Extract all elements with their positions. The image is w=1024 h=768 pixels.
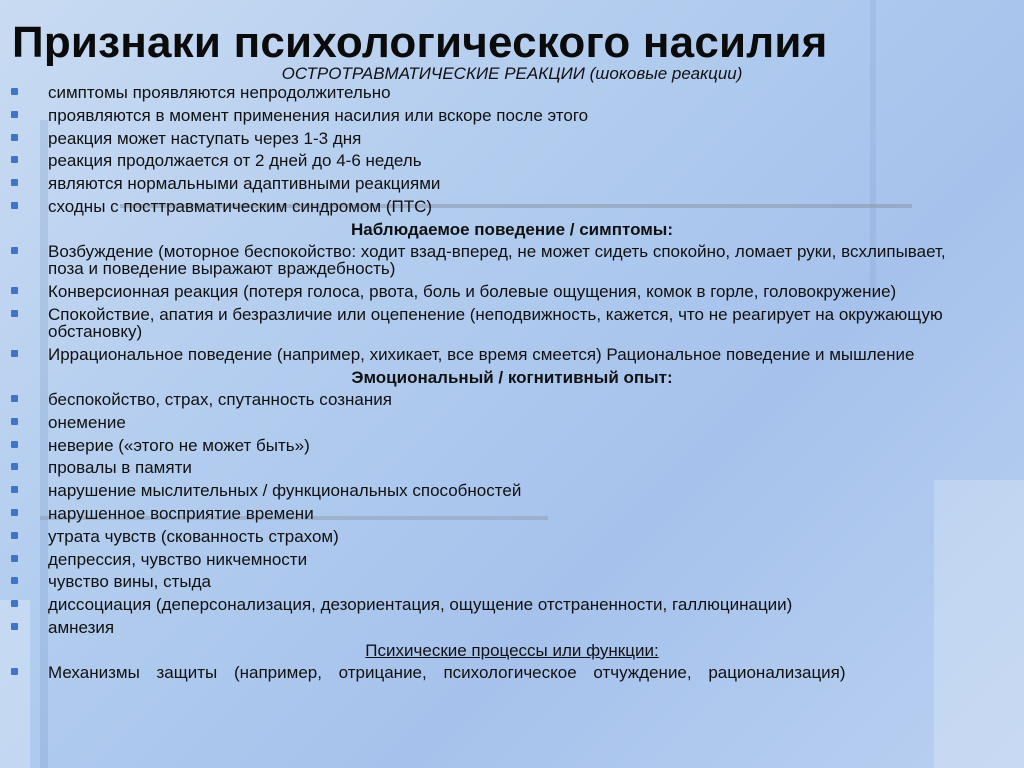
section-heading: Эмоциональный / когнитивный опыт:	[351, 367, 673, 387]
square-bullet-icon	[11, 600, 18, 607]
emotional-list	[0, 391, 1024, 636]
list-item: утрата чувств (скованность страхом)	[0, 528, 1024, 546]
square-bullet-icon	[11, 441, 18, 448]
square-bullet-icon	[11, 395, 18, 402]
list-item: амнезия	[0, 619, 1024, 637]
square-bullet-icon	[11, 577, 18, 584]
square-bullet-icon	[11, 247, 18, 254]
list-item: депрессия, чувство никчемности	[0, 551, 1024, 569]
list-item: нарушенное восприятие времени	[0, 505, 1024, 523]
square-bullet-icon	[11, 418, 18, 425]
list-item: беспокойство, страх, спутанность сознания	[0, 391, 1024, 409]
list-item: нарушение мыслительных / функциональных способностей	[0, 482, 1024, 500]
square-bullet-icon	[11, 179, 18, 186]
list-item: диссоциация (деперсонализация, дезориентация, ощущение отстраненности, галлюцинации)	[0, 596, 1024, 614]
list-item: чувство вины, стыда	[0, 573, 1024, 591]
square-bullet-icon	[11, 88, 18, 95]
list-item: сходны с посттравматическим синдромом (ПТС)	[0, 198, 1024, 216]
square-bullet-icon	[11, 156, 18, 163]
list-item: неверие («этого не может быть»)	[0, 437, 1024, 455]
list-item: Спокойствие, апатия и безразличие или оцепенение (неподвижность, кажется, что не реагирует на окружающую обстановку)	[0, 306, 1024, 341]
list-item: онемение	[0, 414, 1024, 432]
list-item: реакция продолжается от 2 дней до 4-6 недель	[0, 152, 1024, 170]
list-item: провалы в памяти	[0, 459, 1024, 477]
square-bullet-icon	[11, 287, 18, 294]
slide-title: Признаки психологического насилия	[12, 18, 828, 67]
list-item: реакция может наступать через 1-3 дня	[0, 130, 1024, 148]
square-bullet-icon	[11, 350, 18, 357]
behavior-list	[0, 243, 1024, 364]
square-bullet-icon	[11, 668, 18, 675]
square-bullet-icon	[11, 623, 18, 630]
section-heading: Наблюдаемое поведение / симптомы:	[351, 219, 673, 239]
list-item: Конверсионная реакция (потеря голоса, рвота, боль и болевые ощущения, комок в горле, головокружение)	[0, 283, 1024, 301]
square-bullet-icon	[11, 555, 18, 562]
list-item: проявляются в момент применения насилия или вскоре после этого	[0, 107, 1024, 125]
square-bullet-icon	[11, 532, 18, 539]
square-bullet-icon	[11, 509, 18, 516]
symptom-list	[0, 84, 1024, 215]
list-item: являются нормальными адаптивными реакциями	[0, 175, 1024, 193]
slide-subtitle: ОСТРОТРАВМАТИЧЕСКИЕ РЕАКЦИИ (шоковые реакции)	[281, 64, 743, 83]
square-bullet-icon	[11, 463, 18, 470]
list-item: Механизмы защиты (например, отрицание, психологическое отчуждение, рационализация)	[0, 664, 1024, 682]
square-bullet-icon	[11, 134, 18, 141]
list-item: Возбуждение (моторное беспокойство: ходит взад-вперед, не может сидеть спокойно, ломает руки, всхлипывает, поза и поведение выражают враждебность)	[0, 243, 1024, 278]
square-bullet-icon	[11, 310, 18, 317]
slide-content	[0, 84, 1024, 687]
square-bullet-icon	[11, 202, 18, 209]
list-item: симптомы проявляются непродолжительно	[0, 84, 1024, 102]
process-list	[0, 664, 1024, 682]
section-heading: Психические процессы или функции:	[365, 640, 659, 660]
square-bullet-icon	[11, 111, 18, 118]
square-bullet-icon	[11, 486, 18, 493]
list-item: Иррациональное поведение (например, хихикает, все время смеется) Рациональное поведение и мышление	[0, 346, 1024, 364]
